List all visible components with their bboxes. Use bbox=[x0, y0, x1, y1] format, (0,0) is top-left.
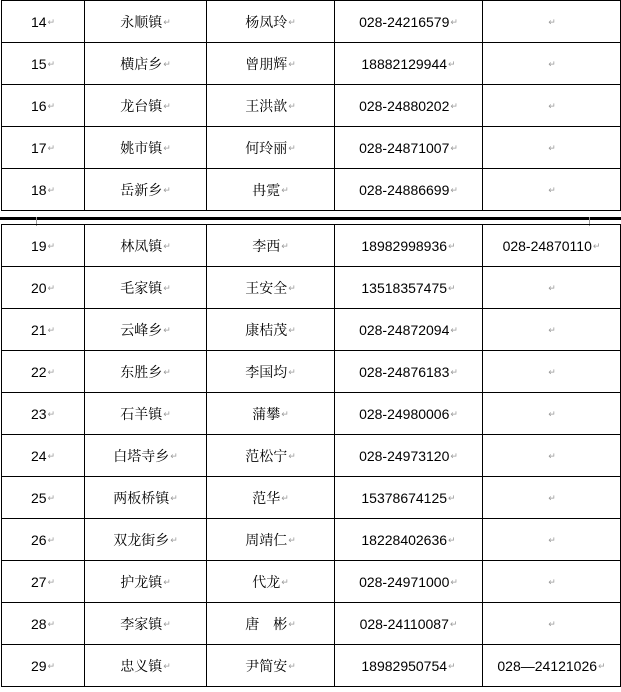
paragraph-mark-icon: ↵ bbox=[450, 143, 458, 154]
paragraph-mark-icon: ↵ bbox=[163, 17, 171, 28]
row-number-text: 28 bbox=[30, 615, 47, 632]
town-text: 东胜乡 bbox=[120, 364, 163, 381]
paragraph-mark-icon: ↵ bbox=[288, 17, 296, 28]
contact-name-cell bbox=[207, 393, 335, 435]
paragraph-mark-icon: ↵ bbox=[598, 661, 606, 672]
contact-name-cell bbox=[207, 519, 335, 561]
row-number-text: 23 bbox=[30, 405, 47, 422]
row-number-cell bbox=[2, 435, 85, 477]
row-number-text: 19 bbox=[30, 237, 47, 254]
town-cell bbox=[85, 169, 207, 211]
town-text: 姚市镇 bbox=[120, 140, 163, 157]
phone-text: 028-24872094 bbox=[359, 321, 450, 338]
paragraph-mark-icon: ↵ bbox=[163, 283, 171, 294]
contact-name-cell bbox=[207, 267, 335, 309]
phone-alt-text: 028—24121026 bbox=[497, 657, 598, 674]
paragraph-mark-icon: ↵ bbox=[163, 325, 171, 336]
phone-alt-cell bbox=[483, 603, 621, 645]
paragraph-mark-icon: ↵ bbox=[288, 367, 296, 378]
paragraph-mark-icon: ↵ bbox=[548, 325, 556, 336]
paragraph-mark-icon: ↵ bbox=[47, 535, 56, 546]
phone-text: 028-24216579 bbox=[359, 13, 450, 30]
paragraph-mark-icon: ↵ bbox=[448, 59, 456, 70]
phone-cell bbox=[335, 645, 483, 687]
phone-cell bbox=[335, 435, 483, 477]
paragraph-mark-icon: ↵ bbox=[288, 325, 296, 336]
phone-cell bbox=[335, 561, 483, 603]
paragraph-mark-icon: ↵ bbox=[170, 535, 178, 546]
paragraph-mark-icon: ↵ bbox=[448, 493, 456, 504]
phone-cell bbox=[335, 477, 483, 519]
table-row bbox=[2, 519, 621, 561]
paragraph-mark-icon: ↵ bbox=[47, 661, 56, 672]
phone-cell bbox=[335, 225, 483, 267]
row-number-text: 17 bbox=[30, 139, 47, 156]
row-number-text: 22 bbox=[30, 363, 47, 380]
table-row bbox=[2, 351, 621, 393]
paragraph-mark-icon: ↵ bbox=[47, 283, 56, 294]
paragraph-mark-icon: ↵ bbox=[288, 143, 296, 154]
paragraph-mark-icon: ↵ bbox=[288, 101, 296, 112]
phone-cell bbox=[335, 519, 483, 561]
town-text: 永顺镇 bbox=[120, 14, 163, 31]
phone-cell bbox=[335, 127, 483, 169]
row-number-text: 29 bbox=[30, 657, 47, 674]
contact-name-cell bbox=[207, 351, 335, 393]
paragraph-mark-icon: ↵ bbox=[288, 535, 296, 546]
phone-text: 18882129944 bbox=[361, 55, 448, 72]
table-row bbox=[2, 85, 621, 127]
town-text: 石羊镇 bbox=[120, 406, 163, 423]
town-cell bbox=[85, 435, 207, 477]
contact-name-cell bbox=[207, 309, 335, 351]
paragraph-mark-icon: ↵ bbox=[548, 619, 556, 630]
paragraph-mark-icon: ↵ bbox=[47, 241, 56, 252]
table-row bbox=[2, 127, 621, 169]
paragraph-mark-icon: ↵ bbox=[548, 143, 556, 154]
row-number-cell bbox=[2, 169, 85, 211]
row-number-cell bbox=[2, 519, 85, 561]
phone-cell bbox=[335, 603, 483, 645]
phone-text: 028-24871007 bbox=[359, 139, 450, 156]
paragraph-mark-icon: ↵ bbox=[450, 17, 458, 28]
paragraph-mark-icon: ↵ bbox=[450, 185, 458, 196]
town-cell bbox=[85, 225, 207, 267]
paragraph-mark-icon: ↵ bbox=[281, 493, 289, 504]
paragraph-mark-icon: ↵ bbox=[448, 283, 456, 294]
row-number-text: 16 bbox=[30, 97, 47, 114]
contact-name-text: 周靖仁 bbox=[245, 532, 288, 549]
paragraph-mark-icon: ↵ bbox=[47, 185, 56, 196]
row-number-cell bbox=[2, 85, 85, 127]
phone-alt-cell bbox=[483, 1, 621, 43]
paragraph-mark-icon: ↵ bbox=[548, 367, 556, 378]
paragraph-mark-icon: ↵ bbox=[170, 451, 178, 462]
row-number-cell bbox=[2, 127, 85, 169]
paragraph-mark-icon: ↵ bbox=[548, 17, 556, 28]
phone-cell bbox=[335, 85, 483, 127]
paragraph-mark-icon: ↵ bbox=[47, 493, 56, 504]
row-number-cell bbox=[2, 561, 85, 603]
town-text: 横店乡 bbox=[120, 56, 163, 73]
paragraph-mark-icon: ↵ bbox=[163, 59, 171, 70]
phone-text: 028-24886699 bbox=[359, 181, 450, 198]
contact-table-bottom bbox=[1, 224, 621, 687]
paragraph-mark-icon: ↵ bbox=[47, 451, 56, 462]
town-text: 忠义镇 bbox=[120, 658, 163, 675]
row-number-cell bbox=[2, 43, 85, 85]
paragraph-mark-icon: ↵ bbox=[47, 59, 56, 70]
paragraph-mark-icon: ↵ bbox=[548, 59, 556, 70]
paragraph-mark-icon: ↵ bbox=[450, 101, 458, 112]
table-row bbox=[2, 603, 621, 645]
paragraph-mark-icon: ↵ bbox=[281, 185, 289, 196]
paragraph-mark-icon: ↵ bbox=[47, 143, 56, 154]
phone-alt-cell bbox=[483, 225, 621, 267]
phone-alt-cell bbox=[483, 85, 621, 127]
paragraph-mark-icon: ↵ bbox=[288, 283, 296, 294]
paragraph-mark-icon: ↵ bbox=[47, 17, 56, 28]
row-number-text: 18 bbox=[30, 181, 47, 198]
phone-text: 18982950754 bbox=[361, 657, 448, 674]
phone-cell bbox=[335, 309, 483, 351]
paragraph-mark-icon: ↵ bbox=[47, 409, 56, 420]
phone-cell bbox=[335, 267, 483, 309]
paragraph-mark-icon: ↵ bbox=[163, 577, 171, 588]
phone-text: 18228402636 bbox=[361, 531, 448, 548]
phone-cell bbox=[335, 43, 483, 85]
paragraph-mark-icon: ↵ bbox=[548, 101, 556, 112]
paragraph-mark-icon: ↵ bbox=[163, 409, 171, 420]
contact-name-text: 李西 bbox=[252, 238, 281, 255]
town-cell bbox=[85, 1, 207, 43]
contact-name-text: 唐 彬 bbox=[245, 616, 288, 633]
contact-name-text: 代龙 bbox=[252, 574, 281, 591]
table-row bbox=[2, 169, 621, 211]
paragraph-mark-icon: ↵ bbox=[47, 577, 56, 588]
phone-text: 028-24880202 bbox=[359, 97, 450, 114]
paragraph-mark-icon: ↵ bbox=[47, 367, 56, 378]
paragraph-mark-icon: ↵ bbox=[448, 241, 456, 252]
paragraph-mark-icon: ↵ bbox=[450, 367, 458, 378]
table-row bbox=[2, 43, 621, 85]
contact-name-cell bbox=[207, 127, 335, 169]
town-text: 李家镇 bbox=[120, 616, 163, 633]
phone-cell bbox=[335, 351, 483, 393]
paragraph-mark-icon: ↵ bbox=[163, 143, 171, 154]
paragraph-mark-icon: ↵ bbox=[548, 451, 556, 462]
row-number-text: 26 bbox=[30, 531, 47, 548]
phone-alt-cell bbox=[483, 267, 621, 309]
contact-name-text: 王安全 bbox=[245, 280, 288, 297]
row-number-cell bbox=[2, 603, 85, 645]
row-number-cell bbox=[2, 225, 85, 267]
row-number-text: 24 bbox=[30, 447, 47, 464]
town-cell bbox=[85, 519, 207, 561]
paragraph-mark-icon: ↵ bbox=[163, 101, 171, 112]
row-number-cell bbox=[2, 1, 85, 43]
row-number-text: 14 bbox=[30, 13, 47, 30]
phone-alt-cell bbox=[483, 127, 621, 169]
paragraph-mark-icon: ↵ bbox=[548, 535, 556, 546]
contact-name-cell bbox=[207, 225, 335, 267]
table-row bbox=[2, 477, 621, 519]
phone-cell bbox=[335, 393, 483, 435]
phone-alt-cell bbox=[483, 561, 621, 603]
paragraph-mark-icon: ↵ bbox=[288, 661, 296, 672]
town-text: 双龙街乡 bbox=[113, 532, 170, 549]
paragraph-mark-icon: ↵ bbox=[163, 619, 171, 630]
contact-name-cell bbox=[207, 645, 335, 687]
contact-name-text: 尹简安 bbox=[245, 658, 288, 675]
town-cell bbox=[85, 351, 207, 393]
contact-name-text: 蒲攀 bbox=[252, 406, 281, 423]
town-text: 两板桥镇 bbox=[113, 490, 170, 507]
paragraph-mark-icon: ↵ bbox=[47, 325, 56, 336]
contact-name-text: 范华 bbox=[252, 490, 281, 507]
phone-alt-cell bbox=[483, 645, 621, 687]
paragraph-mark-icon: ↵ bbox=[163, 367, 171, 378]
phone-alt-cell bbox=[483, 519, 621, 561]
paragraph-mark-icon: ↵ bbox=[163, 241, 171, 252]
contact-name-cell bbox=[207, 1, 335, 43]
row-number-cell bbox=[2, 393, 85, 435]
town-text: 林凤镇 bbox=[120, 238, 163, 255]
paragraph-mark-icon: ↵ bbox=[288, 619, 296, 630]
phone-text: 028-24973120 bbox=[359, 447, 450, 464]
town-cell bbox=[85, 393, 207, 435]
phone-cell bbox=[335, 169, 483, 211]
row-number-cell bbox=[2, 309, 85, 351]
table-row bbox=[2, 309, 621, 351]
contact-name-text: 范松宁 bbox=[245, 448, 288, 465]
row-number-text: 25 bbox=[30, 489, 47, 506]
phone-text: 028-24980006 bbox=[359, 405, 450, 422]
contact-name-cell bbox=[207, 435, 335, 477]
town-text: 毛家镇 bbox=[120, 280, 163, 297]
phone-alt-cell bbox=[483, 351, 621, 393]
contact-name-cell bbox=[207, 43, 335, 85]
phone-cell bbox=[335, 1, 483, 43]
town-cell bbox=[85, 127, 207, 169]
contact-name-text: 杨凤玲 bbox=[245, 14, 288, 31]
town-cell bbox=[85, 43, 207, 85]
phone-alt-cell bbox=[483, 393, 621, 435]
paragraph-mark-icon: ↵ bbox=[47, 619, 56, 630]
contact-table-top bbox=[1, 0, 621, 211]
paragraph-mark-icon: ↵ bbox=[548, 283, 556, 294]
contact-name-text: 曾朋辉 bbox=[245, 56, 288, 73]
town-text: 龙台镇 bbox=[120, 98, 163, 115]
paragraph-mark-icon: ↵ bbox=[450, 409, 458, 420]
phone-alt-cell bbox=[483, 435, 621, 477]
paragraph-mark-icon: ↵ bbox=[281, 577, 289, 588]
contact-name-cell bbox=[207, 169, 335, 211]
paragraph-mark-icon: ↵ bbox=[448, 661, 456, 672]
phone-alt-cell bbox=[483, 169, 621, 211]
town-cell bbox=[85, 603, 207, 645]
paragraph-mark-icon: ↵ bbox=[448, 535, 456, 546]
paragraph-mark-icon: ↵ bbox=[163, 661, 171, 672]
paragraph-mark-icon: ↵ bbox=[450, 451, 458, 462]
paragraph-mark-icon: ↵ bbox=[47, 101, 56, 112]
contact-name-text: 王洪歆 bbox=[245, 98, 288, 115]
phone-alt-cell bbox=[483, 309, 621, 351]
paragraph-mark-icon: ↵ bbox=[548, 577, 556, 588]
phone-text: 028-24110087 bbox=[359, 615, 449, 632]
phone-alt-text: 028-24870110 bbox=[502, 237, 592, 254]
phone-text: 15378674125 bbox=[361, 489, 448, 506]
row-number-text: 21 bbox=[30, 321, 47, 338]
phone-text: 028-24971000 bbox=[359, 573, 450, 590]
row-number-cell bbox=[2, 645, 85, 687]
phone-alt-cell bbox=[483, 477, 621, 519]
table-row bbox=[2, 645, 621, 687]
table-row bbox=[2, 561, 621, 603]
row-number-cell bbox=[2, 477, 85, 519]
town-text: 岳新乡 bbox=[120, 182, 163, 199]
paragraph-mark-icon: ↵ bbox=[548, 185, 556, 196]
town-cell bbox=[85, 645, 207, 687]
paragraph-mark-icon: ↵ bbox=[450, 325, 458, 336]
contact-name-cell bbox=[207, 85, 335, 127]
paragraph-mark-icon: ↵ bbox=[450, 577, 458, 588]
page-break-line bbox=[0, 217, 621, 220]
town-cell bbox=[85, 267, 207, 309]
paragraph-mark-icon: ↵ bbox=[288, 59, 296, 70]
town-cell bbox=[85, 477, 207, 519]
paragraph-mark-icon: ↵ bbox=[170, 493, 178, 504]
phone-text: 18982998936 bbox=[361, 237, 448, 254]
paragraph-mark-icon: ↵ bbox=[163, 185, 171, 196]
town-cell bbox=[85, 85, 207, 127]
town-text: 护龙镇 bbox=[120, 574, 163, 591]
table-row bbox=[2, 435, 621, 477]
contact-name-cell bbox=[207, 561, 335, 603]
row-number-text: 20 bbox=[30, 279, 47, 296]
paragraph-mark-icon: ↵ bbox=[592, 241, 601, 252]
phone-text: 028-24876183 bbox=[359, 363, 450, 380]
town-text: 白塔寺乡 bbox=[113, 448, 170, 465]
paragraph-mark-icon: ↵ bbox=[281, 241, 289, 252]
paragraph-mark-icon: ↵ bbox=[548, 409, 556, 420]
row-number-cell bbox=[2, 267, 85, 309]
phone-text: 13518357475 bbox=[361, 279, 448, 296]
contact-name-cell bbox=[207, 477, 335, 519]
table-row bbox=[2, 1, 621, 43]
town-cell bbox=[85, 309, 207, 351]
paragraph-mark-icon: ↵ bbox=[548, 493, 556, 504]
contact-name-text: 李国均 bbox=[245, 364, 288, 381]
contact-name-text: 何玲丽 bbox=[245, 140, 288, 157]
row-number-text: 15 bbox=[30, 55, 47, 72]
table-row bbox=[2, 225, 621, 267]
town-cell bbox=[85, 561, 207, 603]
table-row bbox=[2, 267, 621, 309]
contact-name-cell bbox=[207, 603, 335, 645]
contact-name-text: 冉霓 bbox=[252, 182, 281, 199]
paragraph-mark-icon: ↵ bbox=[288, 451, 296, 462]
paragraph-mark-icon: ↵ bbox=[281, 409, 289, 420]
contact-name-text: 康桔茂 bbox=[245, 322, 288, 339]
row-number-cell bbox=[2, 351, 85, 393]
paragraph-mark-icon: ↵ bbox=[449, 619, 458, 630]
town-text: 云峰乡 bbox=[120, 322, 163, 339]
table-row bbox=[2, 393, 621, 435]
row-number-text: 27 bbox=[30, 573, 47, 590]
phone-alt-cell bbox=[483, 43, 621, 85]
